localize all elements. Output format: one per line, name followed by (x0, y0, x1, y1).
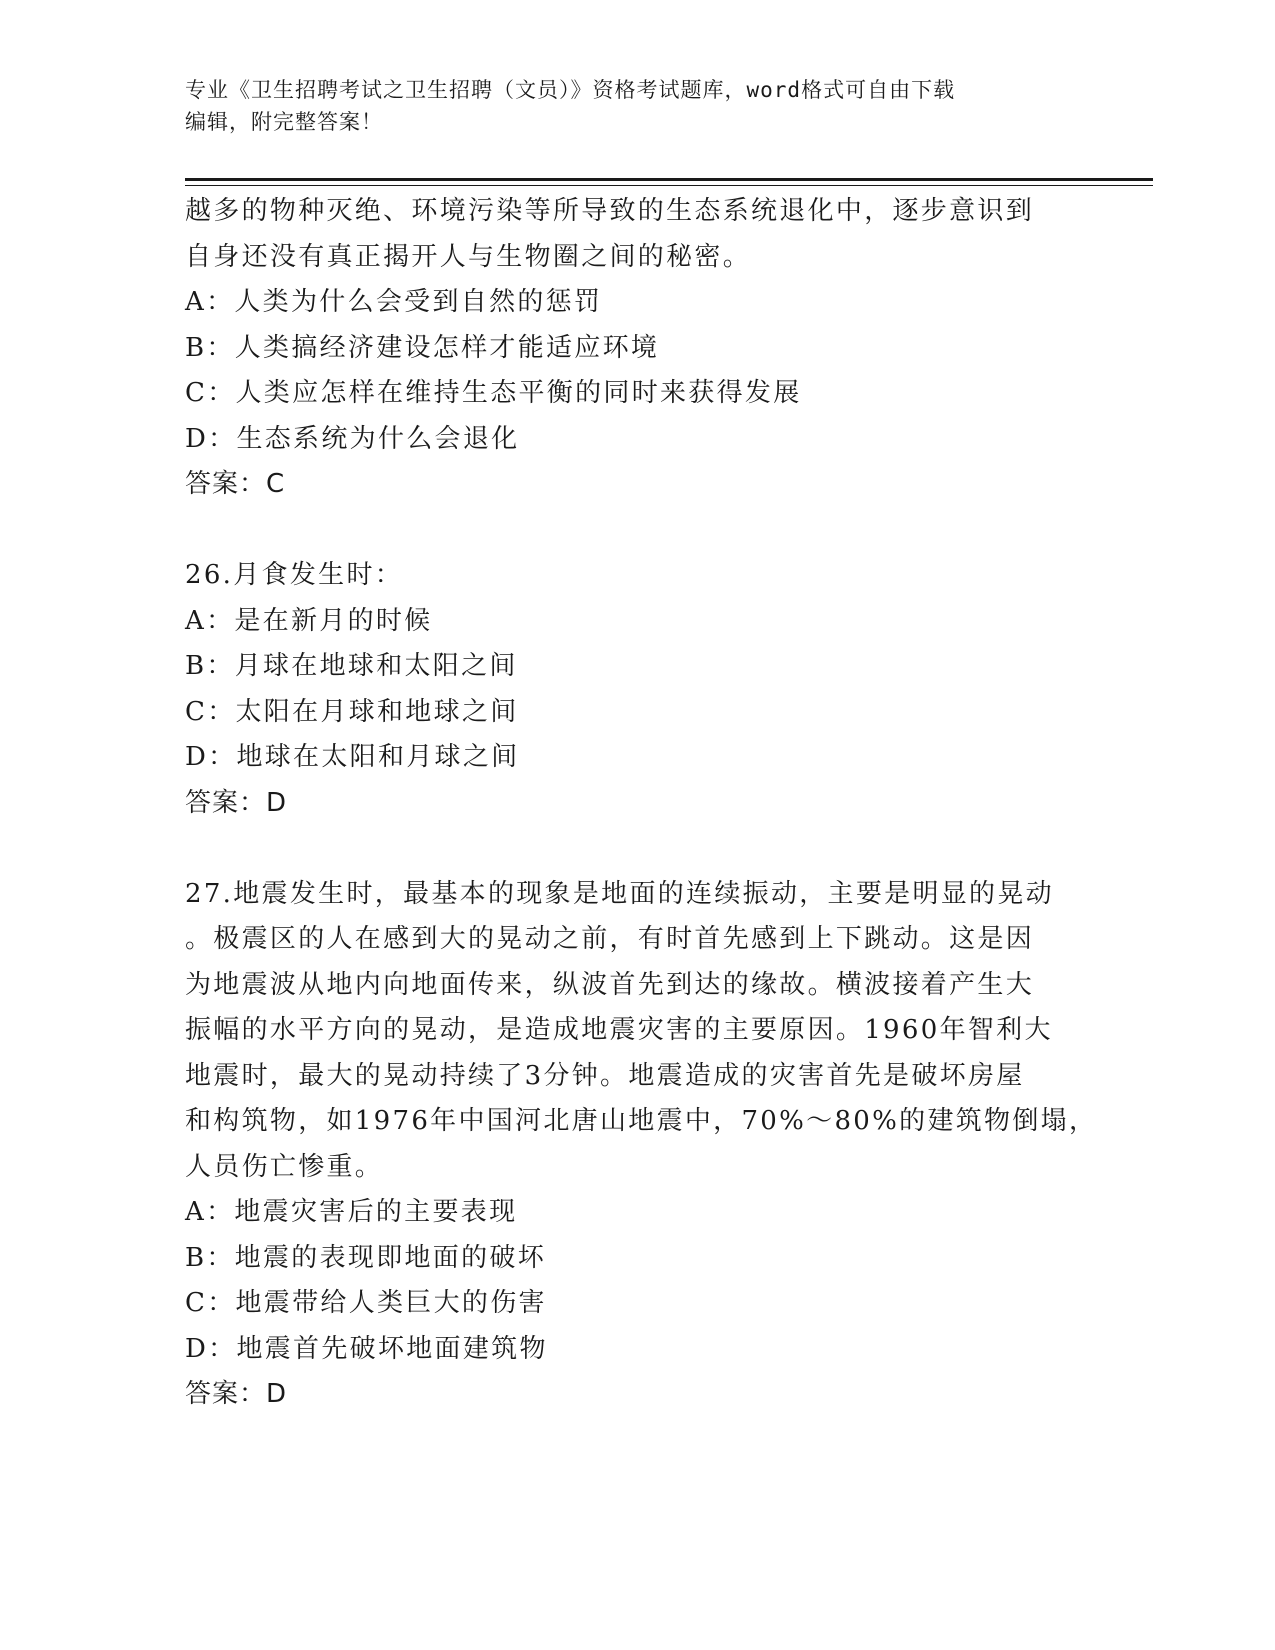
answer-line: 答案：D (185, 1379, 288, 1409)
header-line-2: 编辑，附完整答案！ (185, 110, 383, 134)
option-b: B：地震的表现即地面的破坏 (185, 1242, 547, 1273)
document-header (185, 74, 1085, 138)
question-27 (185, 872, 1098, 1418)
question-stem-line: 地震时，最大的晃动持续了3分钟。地震造成的灾害首先是破坏房屋 (185, 1060, 1025, 1091)
option-c: C：人类应怎样在维持生态平衡的同时来获得发展 (185, 378, 802, 408)
option-a: A：是在新月的时候 (185, 605, 433, 636)
option-a: A：地震灾害后的主要表现 (185, 1197, 518, 1227)
answer-line: 答案：C (185, 469, 286, 499)
spacer (185, 508, 1085, 554)
answer-line: 答案：D (185, 787, 288, 818)
header-line-1: 专业《卫生招聘考试之卫生招聘（文员）》资格考试题库，word格式可自由下载 (185, 78, 956, 102)
question-stem-line: 和构筑物，如1976年中国河北唐山地震中，70%～80%的建筑物倒塌， (185, 1106, 1098, 1136)
option-b: B：人类搞经济建设怎样才能适应环境 (185, 332, 660, 363)
option-d: D：地震首先破坏地面建筑物 (185, 1333, 548, 1364)
option-c: C：地震带给人类巨大的伤害 (185, 1288, 547, 1318)
option-b: B：月球在地球和太阳之间 (185, 651, 518, 681)
question-stem-line: 27.地震发生时，最基本的现象是地面的连续振动，主要是明显的晃动 (185, 878, 1054, 909)
question-26 (185, 553, 1085, 826)
spacer (185, 826, 1085, 872)
question-25 (185, 189, 1085, 508)
question-stem-line: 人员伤亡惨重。 (185, 1151, 384, 1182)
option-d: D：地球在太阳和月球之间 (185, 742, 520, 772)
question-stem: 26.月食发生时： (185, 560, 404, 590)
question-stem-line: 。极震区的人在感到大的晃动之前，有时首先感到上下跳动。这是因 (185, 924, 1035, 954)
question-content (185, 189, 1098, 1418)
header-rule-thin (185, 185, 1153, 186)
question-text-line: 自身还没有真正揭开人与生物圈之间的秘密。 (185, 241, 752, 272)
question-stem-line: 为地震波从地内向地面传来，纵波首先到达的缘故。横波接着产生大 (185, 969, 1035, 1000)
header-rule-thick (185, 178, 1153, 181)
question-text-line: 越多的物种灭绝、环境污染等所导致的生态系统退化中，逐步意识到 (185, 196, 1035, 226)
question-stem-line: 振幅的水平方向的晃动，是造成地震灾害的主要原因。1960年智利大 (185, 1015, 1053, 1045)
option-d: D：生态系统为什么会退化 (185, 423, 520, 454)
option-a: A：人类为什么会受到自然的惩罚 (185, 287, 603, 317)
option-c: C：太阳在月球和地球之间 (185, 696, 519, 727)
